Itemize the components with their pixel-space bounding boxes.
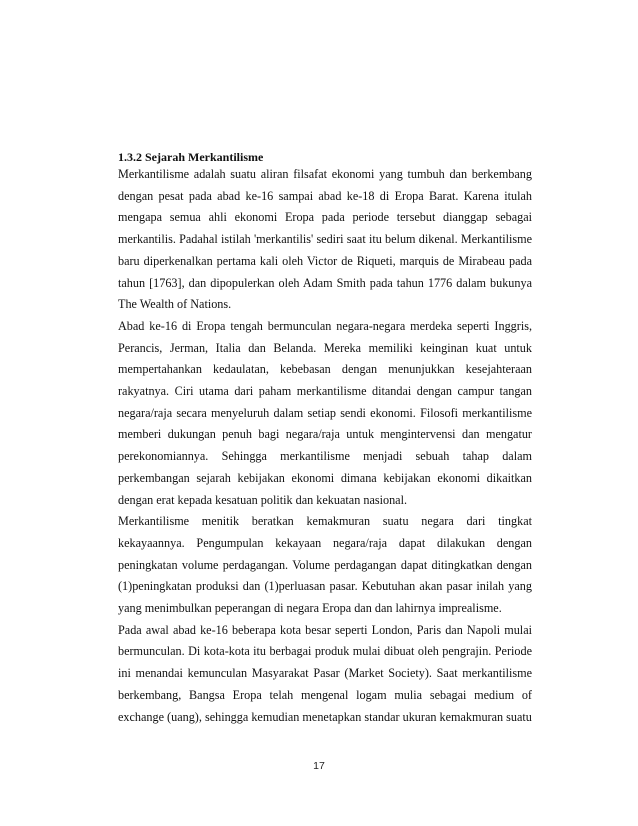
paragraph-3: Merkantilisme menitik beratkan kemakmuran suatu negara dari tingkat kekayaannya. Pengumpulan kekayaan negara/raja dapat dilakukan dengan peningkatan volume perdagangan. Volume perdagangan dapat ditingkatkan dengan (1)peningkatan produksi dan (1)perluasan pasar. Kebutuhan akan pasar inilah yang yang menimbulkan peperangan di negara Eropa dan dan lahirnya imprealisme. (118, 514, 532, 616)
paragraph-2: Abad ke-16 di Eropa tengah bermunculan negara-negara merdeka seperti Inggris, Perancis, Jerman, Italia dan Belanda. Mereka memiliki keinginan kuat untuk mempertahankan kedaulatan, kebebasan dengan menunjukkan kesejahteraan rakyatnya. Ciri utama dari paham merkantilisme ditandai dengan campur tangan negara/raja secara menyeluruh dalam setiap sendi ekonomi. Filosofi merkantilisme memberi dukungan penuh bagi negara/raja untuk mengintervensi dan mengatur perekonomiannya. Sehingga merkantilisme menjadi sebuah tahap dalam perkembangan sejarah kebijakan ekonomi dimana kebijakan ekonomi dikaitkan dengan erat kepada kesatuan politik dan kekuatan nasional. (118, 318, 532, 507)
page-number: 17 (313, 760, 325, 772)
paragraph-1: Merkantilisme adalah suatu aliran filsafat ekonomi yang tumbuh dan berkembang dengan pesat pada abad ke-16 sampai abad ke-18 di Eropa Barat. Karena itulah mengapa semua ahli ekonomi Eropa pada periode tersebut dianggap sebagai merkantilis. Padahal istilah 'merkantilis' sediri saat itu belum dikenal. Merkantilisme baru diperkenalkan pertama kali oleh Victor de Riqueti, marquis de Mirabeau pada tahun [1763], dan dipopulerkan oleh Adam Smith pada tahun 1776 dalam bukunya The Wealth of Nations. (118, 167, 532, 312)
paragraph-4: Pada awal abad ke-16 beberapa kota besar seperti London, Paris dan Napoli mulai bermunculan. Di kota-kota itu berbagai produk mulai dibuat oleh pengrajin. Periode ini menandai kemunculan Masyarakat Pasar (Market Society). Saat merkantilisme berkembang, Bangsa Eropa telah mengenal logam mulia sebagai medium of exchange (uang), sehingga kemudian menetapkan standar ukuran kemakmuran suatu (118, 622, 532, 724)
page-content (118, 150, 532, 728)
section-heading: 1.3.2 Sejarah Merkantilisme (118, 150, 264, 164)
